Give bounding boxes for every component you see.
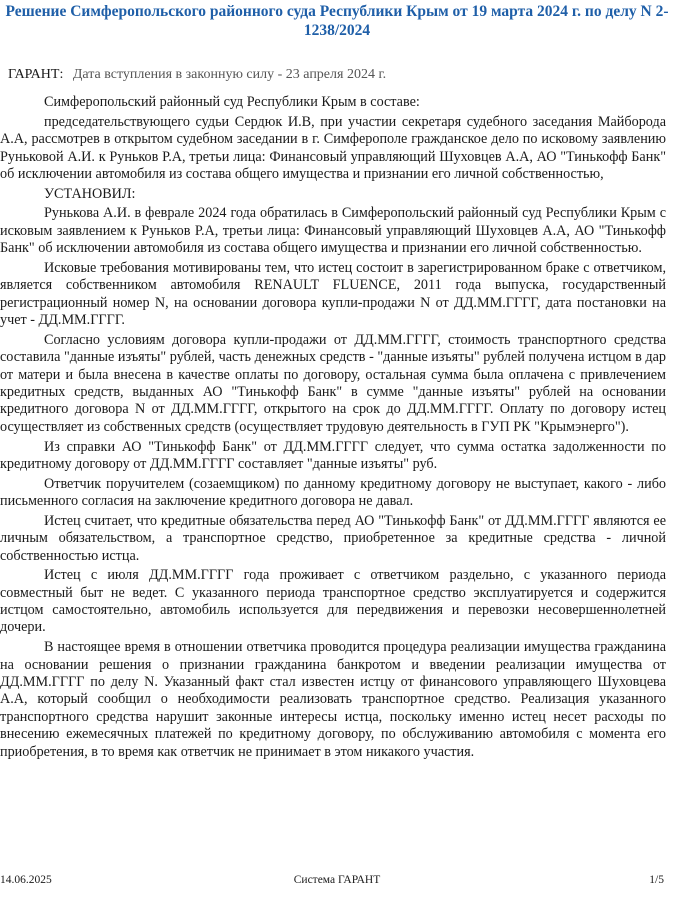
paragraph-case-intro: председательствующего судьи Сердюк И.В, при участии секретаря судебного заседания Майборода А.А, рассмотрев в открытом судебном заседании в г. Симферополе гражданское дело по исковому заявлению Руньковой А.И. к Руньков Р.А, третьи лица: Финансовый управляющий Шуховцев А.А, АО "Тинькофф Банк" об исключении автомобиля из состава общего имущества и признании его личной собственностью, xyxy=(0,113,666,182)
document-title: Решение Симферопольского районного суда Республики Крым от 19 марта 2024 г. по делу N 2-1238/2024 xyxy=(5,3,669,39)
paragraph-respondent-guarantor: Ответчик поручителем (созаемщиком) по данному кредитному договору не выступает, какого - либо письменного согласия на заключение кредитного договора не давал. xyxy=(0,475,666,510)
garant-label: ГАРАНТ: xyxy=(8,67,64,82)
document-body xyxy=(0,94,666,763)
paragraph-court-composition: Симферопольский районный суд Республики Крым в составе: xyxy=(44,94,420,110)
entry-into-force-date: Дата вступления в законную силу - 23 апреля 2024 г. xyxy=(72,67,387,82)
footer-page-number: 1/5 xyxy=(649,874,664,886)
paragraph-claim-grounds: Исковые требования мотивированы тем, что истец состоит в зарегистрированном браке с ответчиком, является собственником автомобиля RENAULT FLUENCE, 2011 года выпуска, государственный регистрационный номер N, на основании договора купли-продажи N от ДД.ММ.ГГГГ, дата постановки на учет - ДД.ММ.ГГГГ. xyxy=(0,259,666,329)
footer-system-name: Система ГАРАНТ xyxy=(293,874,381,886)
paragraph-established-heading: УСТАНОВИЛ: xyxy=(44,185,136,202)
footer-date: 14.06.2025 xyxy=(0,874,52,886)
paragraph-claim-filed: Рунькова А.И. в феврале 2024 года обратилась в Симферопольский районный суд Республики Крым с исковым заявлением к Руньков Р.А, третьи лица: Финансовый управляющий Шуховцев А.А, АО "Тинькофф Банк" об исключении автомобиля из состава общего имущества и признании его личной собственностью. xyxy=(0,205,666,257)
paragraph-bank-certificate: Из справки АО "Тинькофф Банк" от ДД.ММ.ГГГГ следует, что сумма остатка задолженности по кредитному договору от ДД.ММ.ГГГГ составляет "данные изъяты" руб. xyxy=(0,438,666,472)
paragraph-bankruptcy-procedure: В настоящее время в отношении ответчика проводится процедура реализации имущества гражданина на основании решения о признании гражданина банкротом и введении реализации имущества от ДД.ММ.ГГГГ по делу N. Указанный факт стал известен истцу от финансового управляющего Шуховцева А.А, который сообщил о необходимости реализовать транспортное средство. Реализация указанного транспортного средства нарушит законные интересы истца, поскольку именно истец несет расходы по внесению ежемесячных платежей по кредитному договору, по обслуживанию автомобиля с момента его приобретения, в то время как ответчик не принимает в этом никакого участия. xyxy=(0,639,666,760)
garant-entry-line xyxy=(8,66,386,84)
page-footer xyxy=(0,872,674,890)
paragraph-purchase-terms: Согласно условиям договора купли-продажи от ДД.ММ.ГГГГ, стоимость транспортного средства составила "данные изъяты" рублей, часть денежных средств - "данные изъяты" рублей получена истцом в дар от матери и была внесена в качестве оплаты по договору, остальная сумма была оплачена с привлечением кредитных средств, выданных АО "Тинькофф Банк" в сумме "данные изъяты" рублей на основании кредитного договора N от ДД.ММ.ГГГГ, открытого на срок до ДД.ММ.ГГГГ. Оплату по договору истец осуществляет из собственных средств (осуществляет трудовую деятельность в ГУП РК "Крымэнерго"). xyxy=(0,331,666,435)
paragraph-separate-residence: Истец с июля ДД.ММ.ГГГГ года проживает с ответчиком раздельно, с указанного периода совместный быт не ведет. С указанного периода транспортное средство эксплуатируется и содержится истцом самостоятельно, автомобиль используется для передвижения и перевозки несовершеннолетней дочери. xyxy=(0,567,666,636)
paragraph-plaintiff-position: Истец считает, что кредитные обязательства перед АО "Тинькофф Банк" от ДД.ММ.ГГГГ являются ее личным обязательством, а транспортное средство, приобретенное за кредитные средства - личной собственностью истца. xyxy=(0,512,666,564)
